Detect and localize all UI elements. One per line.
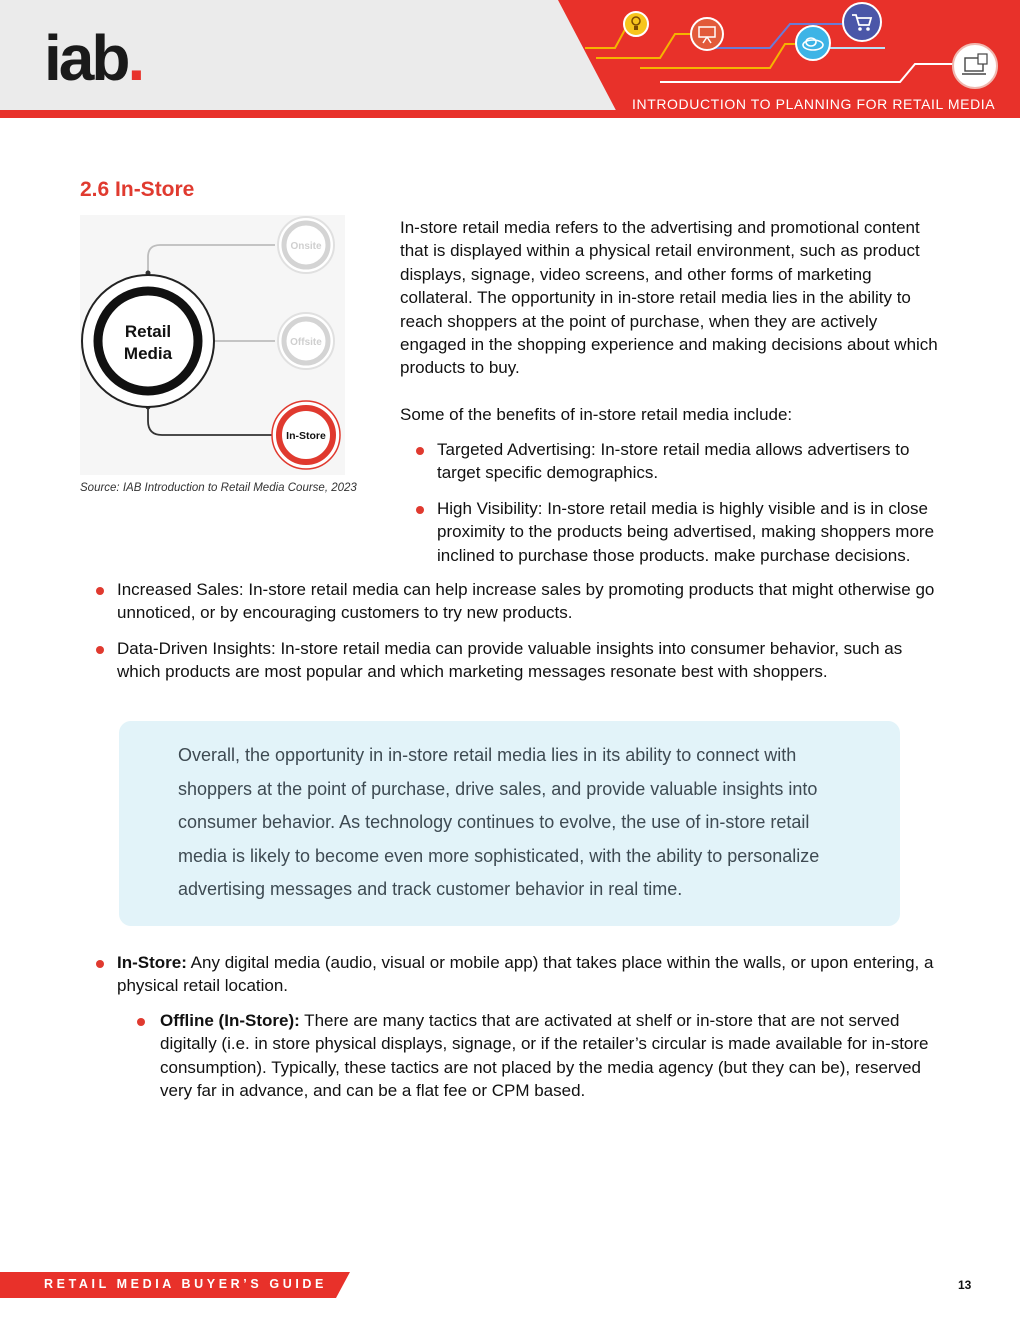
lightbulb-icon	[630, 15, 642, 33]
bullet-dot-icon	[96, 587, 104, 595]
figure-center-label-1: Retail	[124, 322, 172, 341]
bullet-dot-icon	[96, 960, 104, 968]
bullet-dot-icon	[96, 646, 104, 654]
channel-sub-list	[123, 1009, 938, 1103]
bullet-dot-icon	[416, 447, 424, 455]
header-title: INTRODUCTION TO PLANNING FOR RETAIL MEDIA	[632, 96, 996, 112]
iab-logo: iab.	[44, 22, 143, 94]
instore-text: Any digital media (audio, visual or mobile app) that takes place within the walls, or upon entering, a physical retail location.	[117, 953, 934, 996]
benefits-intro: Some of the benefits of in-store retail media include:	[400, 405, 793, 424]
bullet-dot-icon	[416, 506, 424, 514]
footer-label: RETAIL MEDIA BUYER’S GUIDE	[44, 1277, 327, 1291]
list-item: High Visibility: In-store retail media is highly visible and is in close proximity to the products being advertised, making shoppers more inclined to purchase those products. make purchase decisions.	[400, 497, 945, 567]
offline-label: Offline (In-Store):	[160, 1011, 300, 1030]
figure-center-label-2: Media	[123, 344, 173, 363]
figure-node-onsite: Onsite	[290, 241, 322, 252]
figure-node-instore: In-Store	[286, 430, 326, 442]
cloud-icon	[801, 35, 825, 51]
list-item	[123, 1009, 938, 1103]
benefits-list-continued	[80, 578, 950, 696]
callout-text: Overall, the opportunity in in-store retail media lies in its ability to connect with shoppers at the point of purchase, drive sales, and provide valuable insights into consumer behavior. As technology continues to evolve, the use of in-store retail media is likely to become even more sophisticated, with the ability to personalize advertising messages and track customer behavior in real time.	[178, 745, 820, 899]
page-number: 13	[958, 1278, 972, 1292]
instore-label: In-Store:	[117, 953, 187, 972]
list-item: Targeted Advertising: In-store retail media allows advertisers to target specific demographics.	[400, 438, 945, 485]
bullet-dot-icon	[137, 1018, 145, 1026]
intro-paragraph: In-store retail media refers to the advertising and promotional content that is displayed within a physical retail environment, such as product displays, signage, video screens, and other forms of marketing collateral. The opportunity in in-store retail media lies in the ability to reach shoppers at the point of purchase, when they are actively engaged in the shopping experience and making decisions about which products to buy.	[400, 218, 938, 378]
section-title: 2.6 In-Store	[80, 178, 195, 201]
list-item: Data-Driven Insights: In-store retail media can provide valuable insights into consumer behavior, such as which products are most popular and which marketing messages resonate best with shoppers.	[80, 637, 950, 684]
retail-media-diagram	[80, 215, 345, 475]
offline-text: There are many tactics that are activated at shelf or in-store that are not served digitally (i.e. in store physical displays, signage, or if the retailer’s circular is made available for in-store consumption). Typically, these tactics are not placed by the media agency (but they can be), reserved very far in advance, and can be a flat fee or CPM based.	[160, 1011, 929, 1101]
list-item	[80, 951, 950, 998]
shopping-cart-icon	[851, 12, 873, 32]
online-shopping-laptop-icon	[961, 52, 989, 80]
list-item: Increased Sales: In-store retail media can help increase sales by promoting products that might otherwise go unnoticed, or by encouraging customers to try new products.	[80, 578, 950, 625]
figure-source: Source: IAB Introduction to Retail Media Course, 2023	[80, 482, 357, 494]
benefits-list	[400, 438, 945, 579]
presentation-board-icon	[697, 24, 717, 44]
channel-list	[80, 951, 950, 998]
figure-node-offsite: Offsite	[290, 337, 322, 348]
